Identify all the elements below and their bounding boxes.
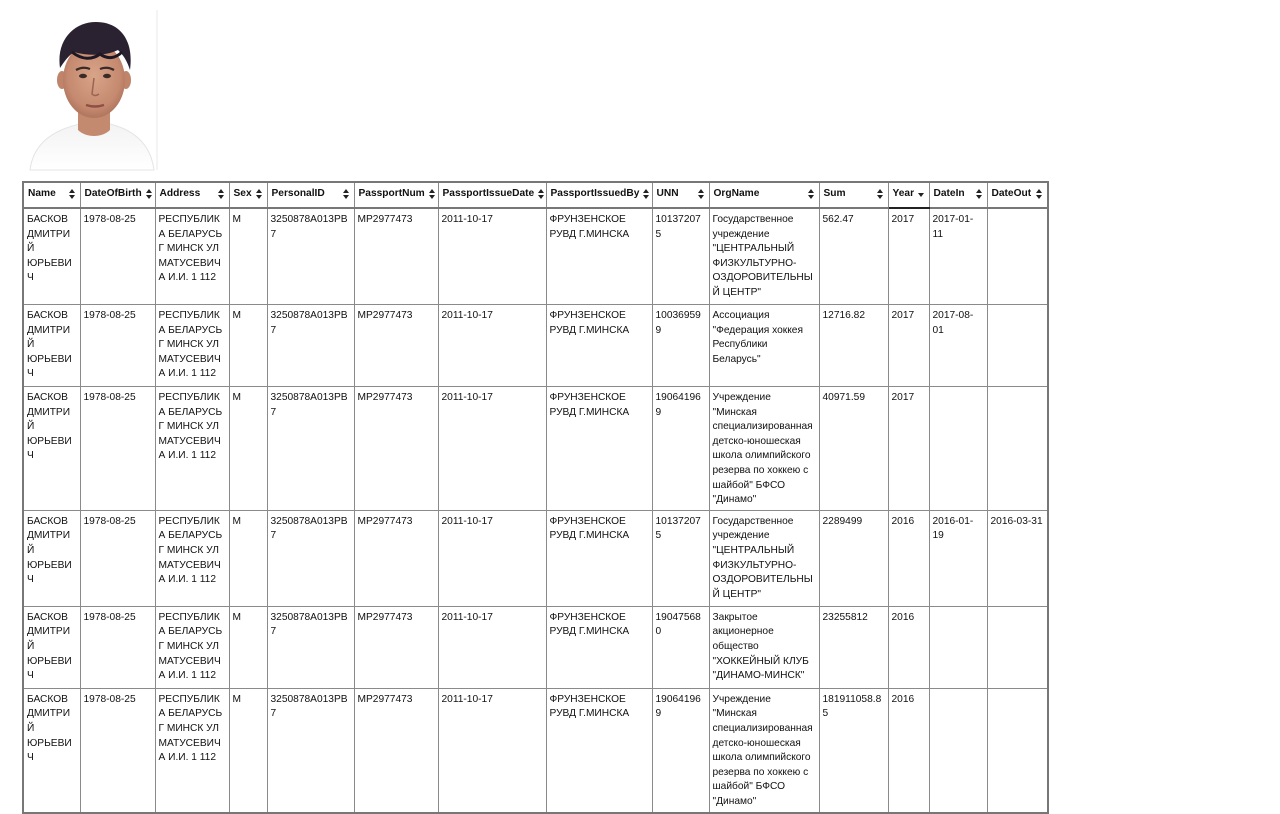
cell-sex: M (229, 387, 267, 511)
sort-icon[interactable] (145, 189, 153, 199)
cell-name: БАСКОВ ДМИТРИЙ ЮРЬЕВИЧ (23, 208, 80, 305)
cell-name: БАСКОВ ДМИТРИЙ ЮРЬЕВИЧ (23, 688, 80, 812)
cell-sex: M (229, 688, 267, 812)
cell-passport-issued-by: ФРУНЗЕНСКОЕ РУВД Г.МИНСКА (546, 688, 652, 812)
cell-date-out (987, 305, 1048, 387)
cell-passport-issue-date: 2011-10-17 (438, 208, 546, 305)
cell-sum: 2289499 (819, 510, 888, 606)
column-label: UNN (656, 188, 679, 199)
cell-passport-issue-date: 2011-10-17 (438, 688, 546, 812)
portrait-image (22, 10, 158, 170)
column-header-unn[interactable] (652, 182, 709, 208)
column-header-name[interactable] (23, 182, 80, 208)
sort-icon[interactable] (876, 189, 884, 199)
cell-org-name: Государственное учреждение "ЦЕНТРАЛЬНЫЙ ФИЗКУЛЬТУРНО-ОЗДОРОВИТЕЛЬНЫЙ ЦЕНТР" (709, 510, 819, 606)
cell-dob: 1978-08-25 (80, 208, 155, 305)
cell-sum: 12716.82 (819, 305, 888, 387)
sort-icon[interactable] (342, 189, 350, 199)
sort-icon[interactable] (255, 189, 263, 199)
cell-year: 2017 (888, 208, 929, 305)
cell-unn: 190641969 (652, 387, 709, 511)
sort-icon[interactable] (975, 189, 983, 199)
cell-year: 2016 (888, 606, 929, 688)
table-row (23, 208, 1048, 305)
column-label: Address (159, 188, 201, 199)
cell-unn: 100369599 (652, 305, 709, 387)
sort-icon[interactable] (807, 189, 815, 199)
column-header-dateout[interactable] (987, 182, 1048, 208)
sort-icon[interactable] (642, 189, 650, 199)
cell-passport-issued-by: ФРУНЗЕНСКОЕ РУВД Г.МИНСКА (546, 305, 652, 387)
cell-passport-num: MP2977473 (354, 688, 438, 812)
cell-date-in: 2017-01-11 (929, 208, 987, 305)
cell-sex: M (229, 208, 267, 305)
table-row (23, 510, 1048, 606)
column-header-sum[interactable] (819, 182, 888, 208)
column-header-dateofbirth[interactable] (80, 182, 155, 208)
cell-passport-issue-date: 2011-10-17 (438, 510, 546, 606)
column-label: OrgName (713, 188, 760, 199)
cell-name: БАСКОВ ДМИТРИЙ ЮРЬЕВИЧ (23, 510, 80, 606)
cell-address: РЕСПУБЛИКА БЕЛАРУСЬ Г МИНСК УЛ МАТУСЕВИЧА И.И. 1 112 (155, 688, 229, 812)
cell-org-name: Государственное учреждение "ЦЕНТРАЛЬНЫЙ ФИЗКУЛЬТУРНО-ОЗДОРОВИТЕЛЬНЫЙ ЦЕНТР" (709, 208, 819, 305)
cell-dob: 1978-08-25 (80, 305, 155, 387)
cell-personal-id: 3250878A013PB7 (267, 510, 354, 606)
sort-icon[interactable] (217, 189, 225, 199)
cell-org-name: Закрытое акционерное общество "ХОККЕЙНЫЙ КЛУБ "ДИНАМО-МИНСК" (709, 606, 819, 688)
column-label: PassportIssueDate (442, 188, 535, 199)
cell-date-out (987, 208, 1048, 305)
header-row (23, 182, 1048, 208)
column-header-passportnum[interactable] (354, 182, 438, 208)
column-label: Name (28, 188, 56, 199)
cell-passport-issue-date: 2011-10-17 (438, 387, 546, 511)
sort-desc-icon[interactable] (917, 189, 925, 199)
cell-passport-num: MP2977473 (354, 510, 438, 606)
column-label: Year (892, 188, 915, 199)
cell-year: 2016 (888, 510, 929, 606)
column-label: DateOut (991, 188, 1032, 199)
cell-passport-issued-by: ФРУНЗЕНСКОЕ РУВД Г.МИНСКА (546, 208, 652, 305)
column-header-sex[interactable] (229, 182, 267, 208)
cell-sum: 181911058.85 (819, 688, 888, 812)
column-label: Sex (233, 188, 252, 199)
cell-name: БАСКОВ ДМИТРИЙ ЮРЬЕВИЧ (23, 606, 80, 688)
sort-icon[interactable] (1035, 189, 1043, 199)
column-label: Sum (823, 188, 846, 199)
column-header-passportissuedby[interactable] (546, 182, 652, 208)
cell-sum: 40971.59 (819, 387, 888, 511)
cell-date-in (929, 688, 987, 812)
cell-passport-num: MP2977473 (354, 208, 438, 305)
cell-passport-issued-by: ФРУНЗЕНСКОЕ РУВД Г.МИНСКА (546, 387, 652, 511)
cell-unn: 190475680 (652, 606, 709, 688)
cell-passport-num: MP2977473 (354, 606, 438, 688)
column-header-address[interactable] (155, 182, 229, 208)
cell-passport-issued-by: ФРУНЗЕНСКОЕ РУВД Г.МИНСКА (546, 606, 652, 688)
cell-dob: 1978-08-25 (80, 387, 155, 511)
column-header-datein[interactable] (929, 182, 987, 208)
column-label: DateIn (933, 188, 965, 199)
column-header-passportissuedate[interactable] (438, 182, 546, 208)
column-header-personalid[interactable] (267, 182, 354, 208)
cell-date-in: 2016-01-19 (929, 510, 987, 606)
cell-org-name: Ассоциация "Федерация хоккея Республики Беларусь" (709, 305, 819, 387)
column-label: PersonalID (271, 188, 325, 199)
cell-date-out: 2016-03-31 (987, 510, 1048, 606)
sort-icon[interactable] (697, 189, 705, 199)
cell-org-name: Учреждение "Минская специализированная детско-юношеская школа олимпийского резерва по хоккею с шайбой" БФСО "Динамо" (709, 688, 819, 812)
cell-dob: 1978-08-25 (80, 688, 155, 812)
cell-unn: 101372075 (652, 510, 709, 606)
column-label: DateOfBirth (84, 188, 142, 199)
column-header-orgname[interactable] (709, 182, 819, 208)
cell-personal-id: 3250878A013PB7 (267, 208, 354, 305)
cell-year: 2016 (888, 688, 929, 812)
cell-personal-id: 3250878A013PB7 (267, 305, 354, 387)
column-label: PassportNum (358, 188, 425, 199)
records-table (22, 181, 1049, 814)
cell-address: РЕСПУБЛИКА БЕЛАРУСЬ Г МИНСК УЛ МАТУСЕВИЧА И.И. 1 112 (155, 208, 229, 305)
cell-passport-issued-by: ФРУНЗЕНСКОЕ РУВД Г.МИНСКА (546, 510, 652, 606)
cell-year: 2017 (888, 305, 929, 387)
cell-address: РЕСПУБЛИКА БЕЛАРУСЬ Г МИНСК УЛ МАТУСЕВИЧА И.И. 1 112 (155, 305, 229, 387)
cell-sex: M (229, 510, 267, 606)
cell-address: РЕСПУБЛИКА БЕЛАРУСЬ Г МИНСК УЛ МАТУСЕВИЧА И.И. 1 112 (155, 606, 229, 688)
cell-date-out (987, 688, 1048, 812)
sort-icon[interactable] (428, 189, 436, 199)
cell-date-out (987, 387, 1048, 511)
cell-personal-id: 3250878A013PB7 (267, 606, 354, 688)
cell-dob: 1978-08-25 (80, 510, 155, 606)
cell-name: БАСКОВ ДМИТРИЙ ЮРЬЕВИЧ (23, 305, 80, 387)
cell-unn: 101372075 (652, 208, 709, 305)
table-row (23, 387, 1048, 511)
cell-date-in (929, 387, 987, 511)
table-row (23, 606, 1048, 688)
cell-passport-num: MP2977473 (354, 387, 438, 511)
cell-sum: 562.47 (819, 208, 888, 305)
cell-unn: 190641969 (652, 688, 709, 812)
column-label: PassportIssuedBy (550, 188, 640, 199)
cell-sex: M (229, 305, 267, 387)
cell-year: 2017 (888, 387, 929, 511)
cell-passport-issue-date: 2011-10-17 (438, 305, 546, 387)
cell-date-out (987, 606, 1048, 688)
cell-personal-id: 3250878A013PB7 (267, 387, 354, 511)
cell-sex: M (229, 606, 267, 688)
table-row (23, 305, 1048, 387)
cell-date-in (929, 606, 987, 688)
cell-dob: 1978-08-25 (80, 606, 155, 688)
cell-personal-id: 3250878A013PB7 (267, 688, 354, 812)
cell-sum: 23255812 (819, 606, 888, 688)
cell-passport-num: MP2977473 (354, 305, 438, 387)
cell-address: РЕСПУБЛИКА БЕЛАРУСЬ Г МИНСК УЛ МАТУСЕВИЧА И.И. 1 112 (155, 510, 229, 606)
cell-name: БАСКОВ ДМИТРИЙ ЮРЬЕВИЧ (23, 387, 80, 511)
cell-passport-issue-date: 2011-10-17 (438, 606, 546, 688)
cell-org-name: Учреждение "Минская специализированная детско-юношеская школа олимпийского резерва по хоккею с шайбой" БФСО "Динамо" (709, 387, 819, 511)
column-header-year[interactable] (888, 182, 929, 208)
table-row (23, 688, 1048, 812)
sort-icon[interactable] (68, 189, 76, 199)
cell-address: РЕСПУБЛИКА БЕЛАРУСЬ Г МИНСК УЛ МАТУСЕВИЧА И.И. 1 112 (155, 387, 229, 511)
person-photo (22, 10, 158, 170)
sort-icon[interactable] (537, 189, 545, 199)
cell-date-in: 2017-08-01 (929, 305, 987, 387)
